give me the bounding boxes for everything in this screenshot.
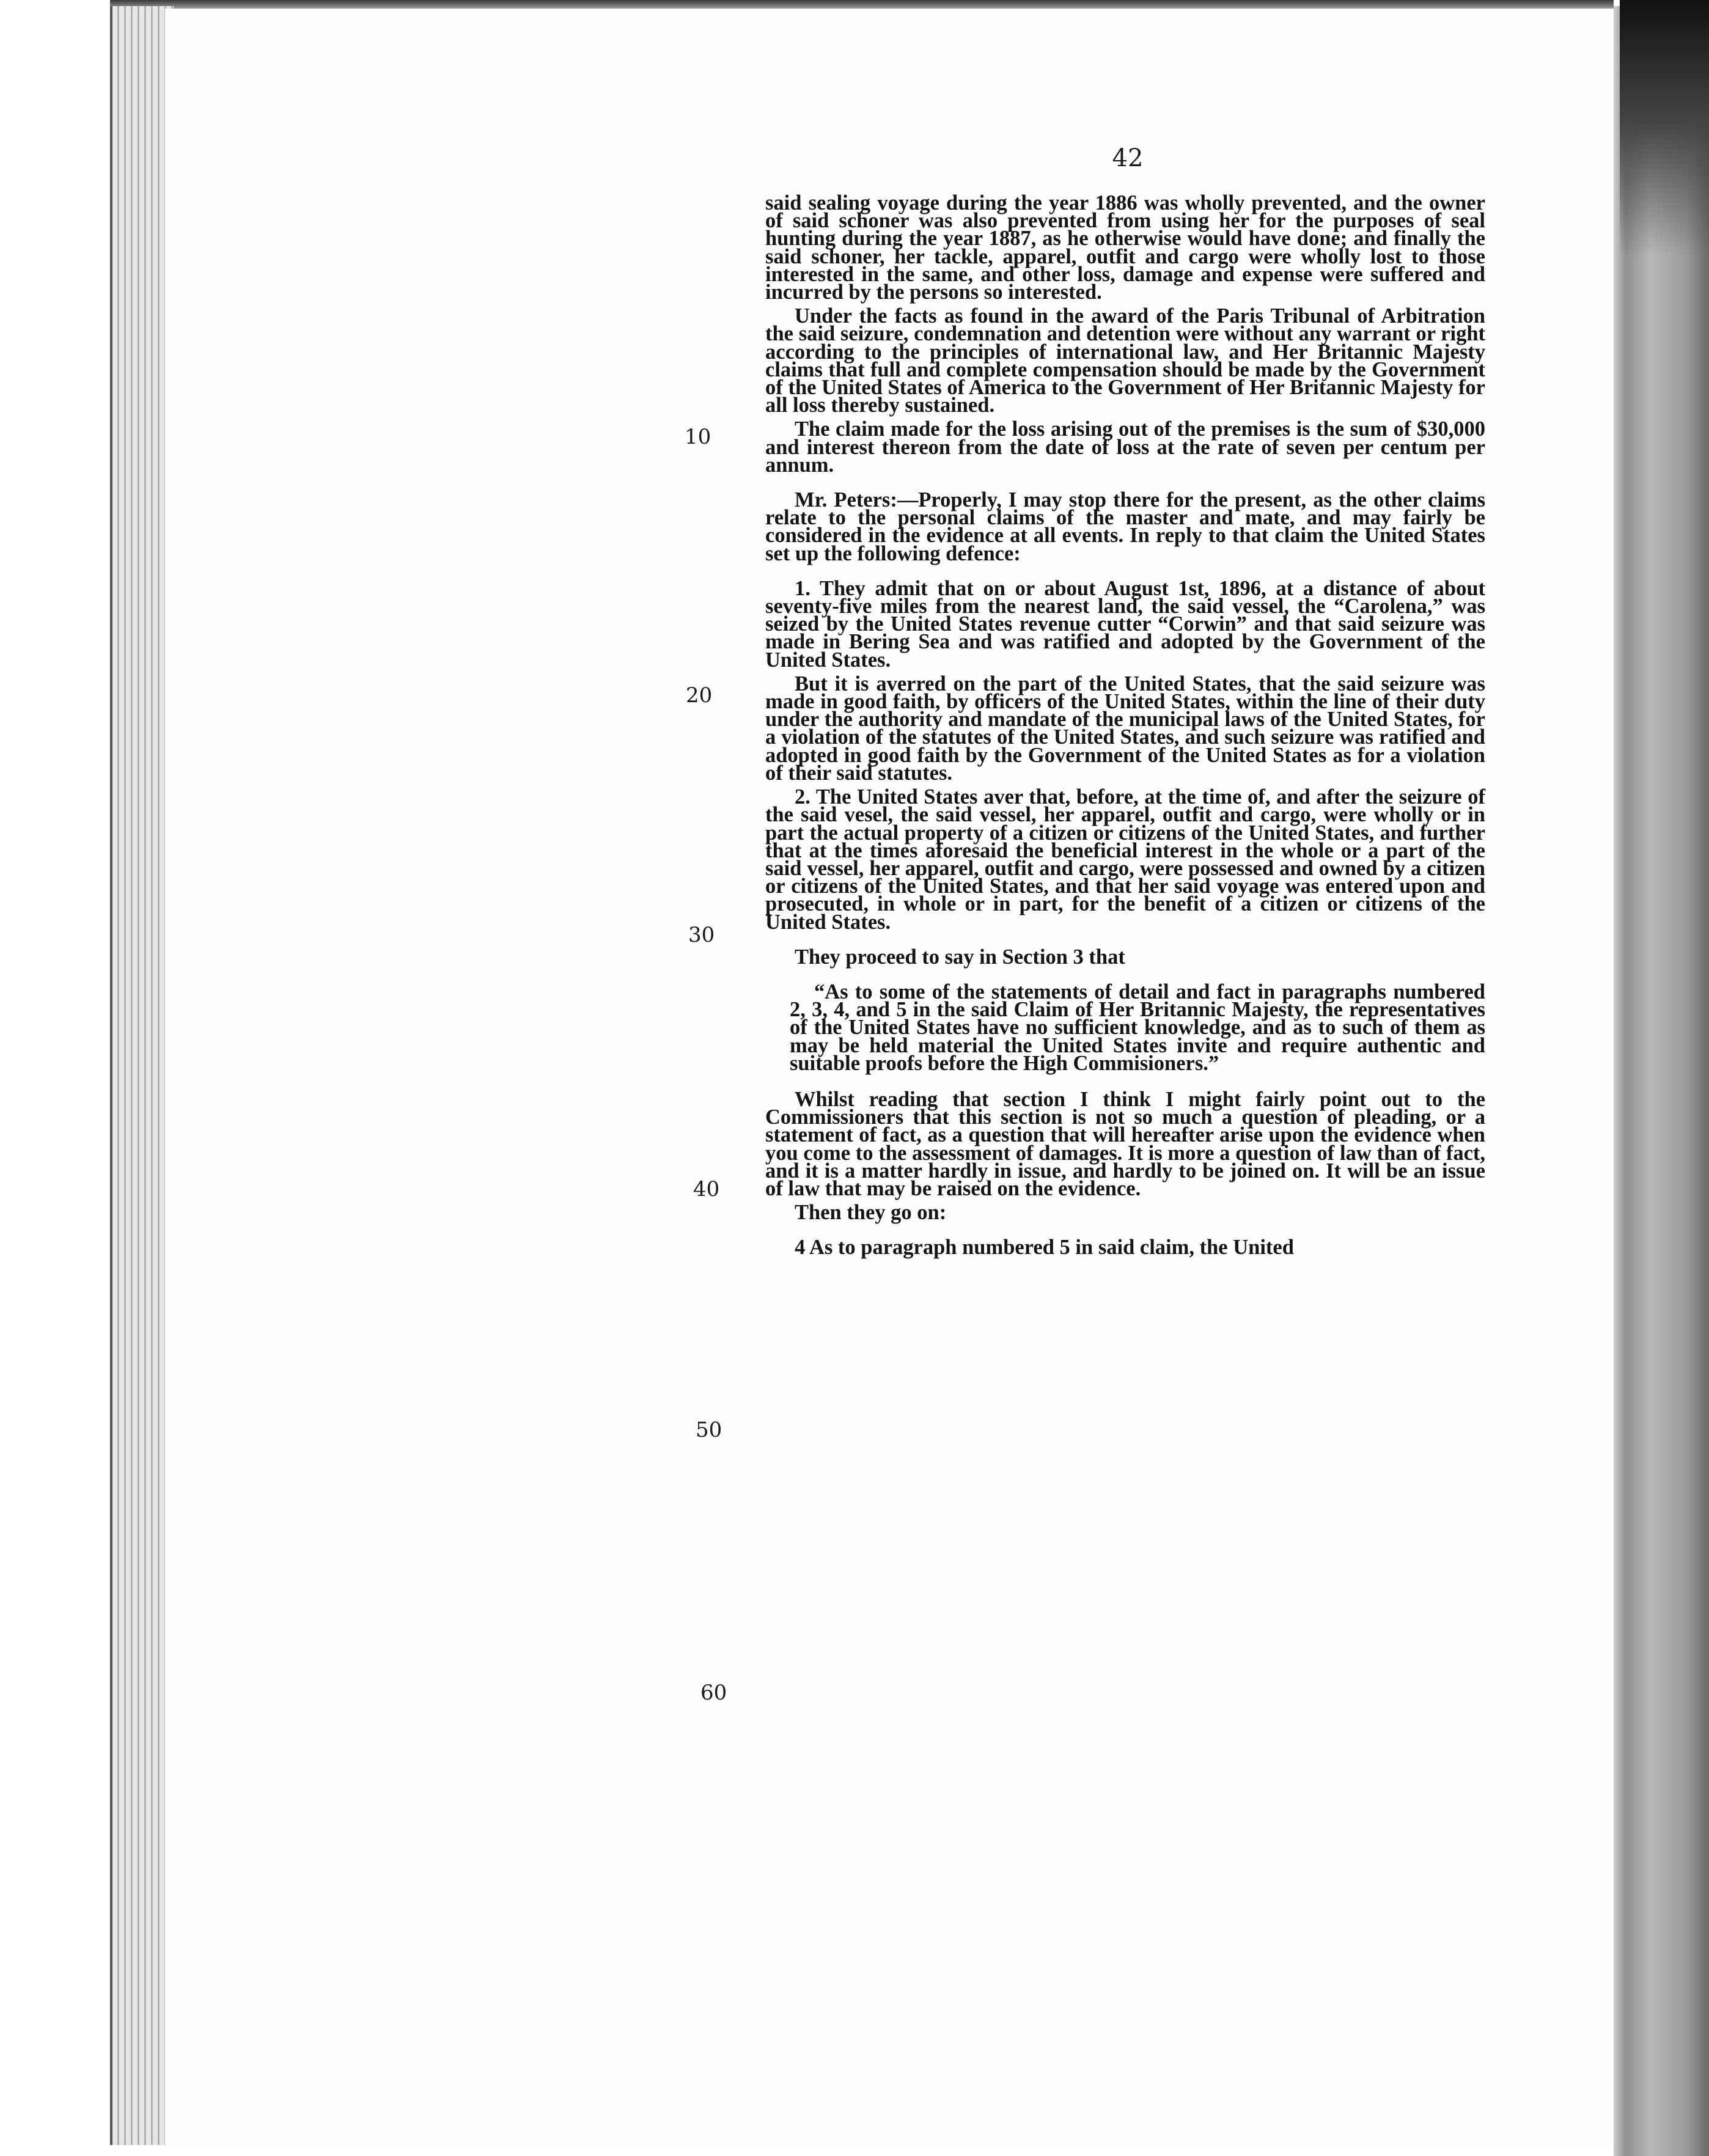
line-number-60: 60: [700, 1681, 727, 1705]
paragraph: Then they go on:: [795, 1201, 947, 1225]
line-number-20: 20: [686, 683, 713, 708]
paragraph: They proceed to say in Section 3 that: [795, 945, 1125, 969]
paragraph: 4 As to paragraph numbered 5 in said claim, the United: [795, 1236, 1294, 1260]
paragraph: The claim made for the loss arising out of the premises is the sum of $30,000 and interest thereon from the date of loss at the rate of seven per centum per annum.: [765, 417, 1485, 477]
line-number-10: 10: [685, 425, 711, 449]
paragraph: Mr. Peters:—Properly, I may stop there for the present, as the other claims relate to the personal claims of the master and mate, and may fairly be considered in the evidence at all events. In reply to that claim the United States set up the following defence:: [765, 488, 1485, 565]
paragraph: But it is averred on the part of the United States, that the said seizure was made in good faith, by officers of the United States, within the line of their duty under the authority and mandate of the municipal laws of the United States, for a violation of the statutes of the United States, and such seizure was ratified and adopted in good faith by the Government of the United States as for a violation of their said statutes.: [765, 672, 1485, 785]
page-number: 42: [1112, 144, 1144, 172]
paragraph: 1. They admit that on or about August 1st, 1896, at a distance of about seventy-five miles from the nearest land, the said vessel, the “Carolena,” was seized by the United States revenue cutter “Corwin” and that said seizure was made in Bering Sea and was ratified and adopted by the Government of the United States.: [765, 576, 1485, 672]
line-number-40: 40: [693, 1177, 720, 1201]
quoted-passage: “As to some of the statements of detail and fact in paragraphs numbered 2, 3, 4, and 5 in the said Claim of Her Britannic Majesty, the representatives of the United States have no sufficient knowledge, and as to such of them as may be held material the United States invite and require authentic and suitable proofs before the High Commisioners.”: [790, 980, 1485, 1075]
line-number-30: 30: [688, 923, 715, 947]
paragraph: said sealing voyage during the year 1886 was wholly prevented, and the owner of said schoner was also prevented from using her for the purposes of seal hunting during the year 1887, as he otherwise would have done; and finally the said schoner, her tackle, apparel, outfit and cargo were wholly lost to those interested in the same, and other loss, damage and expense were suffered and incurred by the persons so interested.: [765, 191, 1485, 304]
book-spine-shadow: [1620, 0, 1709, 257]
body-text: [765, 191, 1485, 1263]
book-spine-edge: [1614, 6, 1709, 2156]
scan-top-edge: [110, 0, 1614, 9]
paragraph: 2. The United States aver that, before, at the time of, and after the seizure of the said vesel, the said vessel, her apparel, outfit and cargo, were wholly or in part the actual property of a citizen or citizens of the United States, and further that at the times aforesaid the beneficial interest in the whole or a part of the said vessel, her apparel, outfit and cargo, were possessed and owned by a citizen or citizens of the United States, and that her said voyage was entered upon and prosecuted, in whole or in part, for the benefit of a citizen or citizens of the United States.: [765, 785, 1485, 934]
paragraph: Under the facts as found in the award of the Paris Tribunal of Arbitration the said seizure, condemnation and detention were without any warrant or right according to the principles of international law, and Her Britannic Majesty claims that full and complete compensation should be made by the Government of the United States of America to the Government of Her Britannic Majesty for all loss thereby sustained.: [765, 304, 1485, 417]
page-stack-edge: [110, 6, 174, 2145]
line-number-50: 50: [696, 1418, 722, 1442]
paragraph: Whilst reading that section I think I might fairly point out to the Commissioners that this section is not so much a question of pleading, or a statement of fact, as a question that will hereafter arise upon the evidence when you come to the assessment of damages. It is more a question of law than of fact, and it is a matter hardly in issue, and hardly to be joined on. It will be an issue of law that may be raised on the evidence.: [765, 1087, 1485, 1200]
